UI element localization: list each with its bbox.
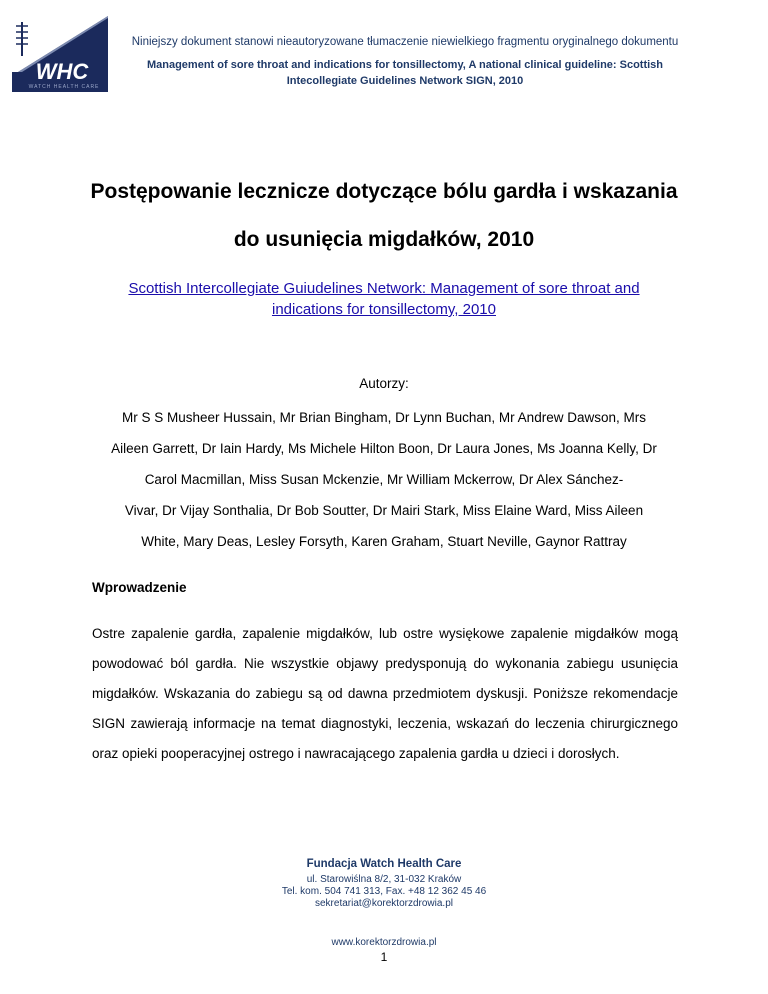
footer-email[interactable]: sekretariat@korektorzdrowia.pl [315, 898, 453, 909]
document-title [60, 168, 708, 264]
authors-list [86, 402, 682, 557]
header-source [100, 57, 710, 89]
authors-line: Mr S S Musheer Hussain, Mr Brian Bingham, Dr Lynn Buchan, Mr Andrew Dawson, Mrs [122, 410, 646, 425]
header-notice: Niniejszy dokument stanowi nieautoryzowane tłumaczenie niewielkiego fragmentu oryginalnego dokumentu [131, 36, 679, 48]
header-source-line: Intecollegiate Guidelines Network SIGN, 2010 [286, 75, 524, 87]
footer-organization: Fundacja Watch Health Care [306, 858, 462, 870]
intro-paragraph: Ostre zapalenie gardła, zapalenie migdałków, lub ostre wysiękowe zapalenie migdałków mogą powodować ból gardła. Nie wszystkie objawy predysponują do wykonania zabiegu usunięcia migdałków. Wskazania do zabiegu są od dawna przedmiotem dyskusji. Poniższe rekomendacje SIGN zawierają informacje na temat diagnostyki, leczenia, wskazań do leczenia chirurgicznego oraz opieki pooperacyjnej ostrego i nawracającego zapalenia gardła u dzieci i dorosłych. [92, 626, 678, 761]
logo-text: WHC [35, 59, 89, 84]
authors-label: Autorzy: [359, 376, 409, 391]
footer-address: ul. Starowiślna 8/2, 31-032 Kraków [306, 874, 462, 885]
title-line: do usunięcia migdałków, 2010 [233, 228, 535, 251]
footer-phone: Tel. kom. 504 741 313, Fax. +48 12 362 45 46 [281, 886, 487, 897]
authors-line: Aileen Garrett, Dr Iain Hardy, Ms Michele Hilton Boon, Dr Laura Jones, Ms Joanna Kelly, Dr [111, 441, 657, 456]
page-number: 1 [380, 950, 388, 964]
footer-contact [0, 874, 768, 910]
authors-line: Vivar, Dr Vijay Sonthalia, Dr Bob Soutter, Dr Mairi Stark, Miss Elaine Ward, Miss Aileen [124, 503, 644, 518]
authors-line: Carol Macmillan, Miss Susan Mckenzie, Mr William Mckerrow, Dr Alex Sánchez- [144, 472, 624, 487]
footer-website[interactable]: www.korektorzdrowia.pl [331, 937, 437, 948]
header-source-line: Management of sore throat and indications for tonsillectomy, A national clinical guideline: Scottish [146, 59, 664, 71]
authors-line: White, Mary Deas, Lesley Forsyth, Karen Graham, Stuart Neville, Gaynor Rattray [141, 534, 627, 549]
intro-heading: Wprowadzenie [92, 580, 187, 595]
logo-subtext: WATCH HEALTH CARE [28, 84, 100, 90]
watch-health-care-logo [12, 16, 108, 92]
source-link-line[interactable]: Scottish Intercollegiate Guiudelines Network: Management of sore throat and [128, 280, 640, 297]
title-line: Postępowanie lecznicze dotyczące bólu gardła i wskazania [90, 180, 678, 203]
source-link-line[interactable]: indications for tonsillectomy, 2010 [271, 301, 496, 318]
source-link[interactable] [60, 278, 708, 320]
